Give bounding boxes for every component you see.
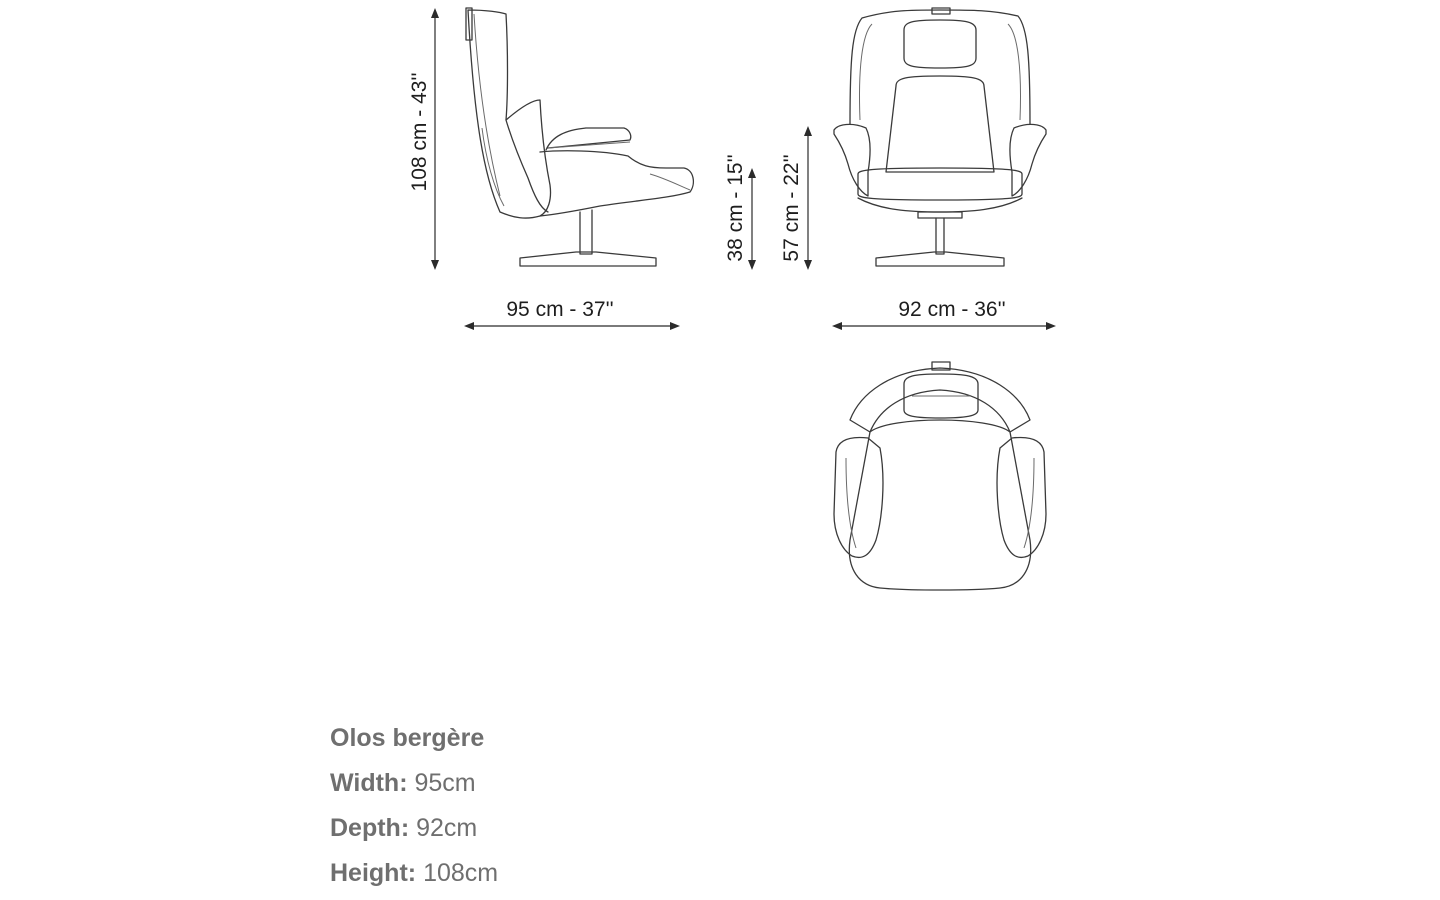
arm-height-label: 57 cm - 22'' [780, 154, 803, 262]
side-width-label: 95 cm - 37'' [506, 298, 614, 321]
dimension-side-width [464, 298, 680, 330]
product-name: Olos bergère [330, 724, 485, 752]
side-view [466, 8, 693, 266]
depth-label: Depth: [330, 814, 410, 842]
width-value: 95cm [414, 769, 476, 797]
seat-height-label: 38 cm - 15'' [724, 154, 747, 262]
depth-value: 92cm [416, 814, 478, 842]
product-specs [330, 716, 498, 896]
spec-width [330, 761, 498, 806]
spec-height [330, 851, 498, 896]
height-total-label: 108 cm - 43'' [408, 72, 431, 192]
width-label: Width: [330, 769, 408, 797]
top-view [834, 362, 1046, 590]
front-width-label: 92 cm - 36'' [898, 298, 1006, 321]
dimension-seat-height [724, 154, 756, 270]
spec-depth [330, 806, 498, 851]
dimension-front-width [832, 298, 1056, 330]
dimension-height-total [408, 8, 439, 270]
height-value: 108cm [423, 859, 499, 887]
height-label: Height: [330, 859, 417, 887]
front-view [834, 8, 1046, 266]
dimension-arm-height [780, 126, 812, 270]
